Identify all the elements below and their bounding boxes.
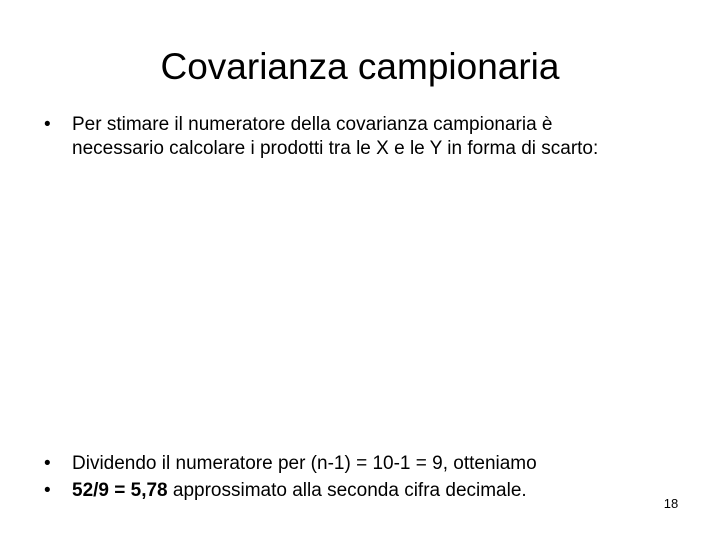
bullet-marker: • bbox=[44, 480, 51, 501]
bullet-text: Dividendo il numeratore per (n-1) = 10-1 = 9, otteniamo bbox=[72, 453, 537, 474]
bullet-text-line-1: Per stimare il numeratore della covarianza campionaria è bbox=[72, 114, 553, 135]
bullet-rest-text: approssimato alla seconda cifra decimale. bbox=[167, 480, 527, 501]
bullet-bold-result: 52/9 = 5,78 bbox=[72, 480, 168, 501]
bullet-text-line-2: necessario calcolare i prodotti tra le X e le Y in forma di scarto: bbox=[72, 138, 599, 159]
page-number: 18 bbox=[663, 496, 679, 511]
bullet-marker: • bbox=[44, 114, 51, 135]
bullet-item-1 bbox=[44, 113, 664, 161]
bullet-item-2 bbox=[44, 452, 664, 476]
slide-title: Covarianza campionaria bbox=[160, 46, 560, 87]
bullet-text bbox=[72, 479, 664, 503]
bullet-item-3 bbox=[44, 479, 664, 503]
bullet-marker: • bbox=[44, 453, 51, 474]
